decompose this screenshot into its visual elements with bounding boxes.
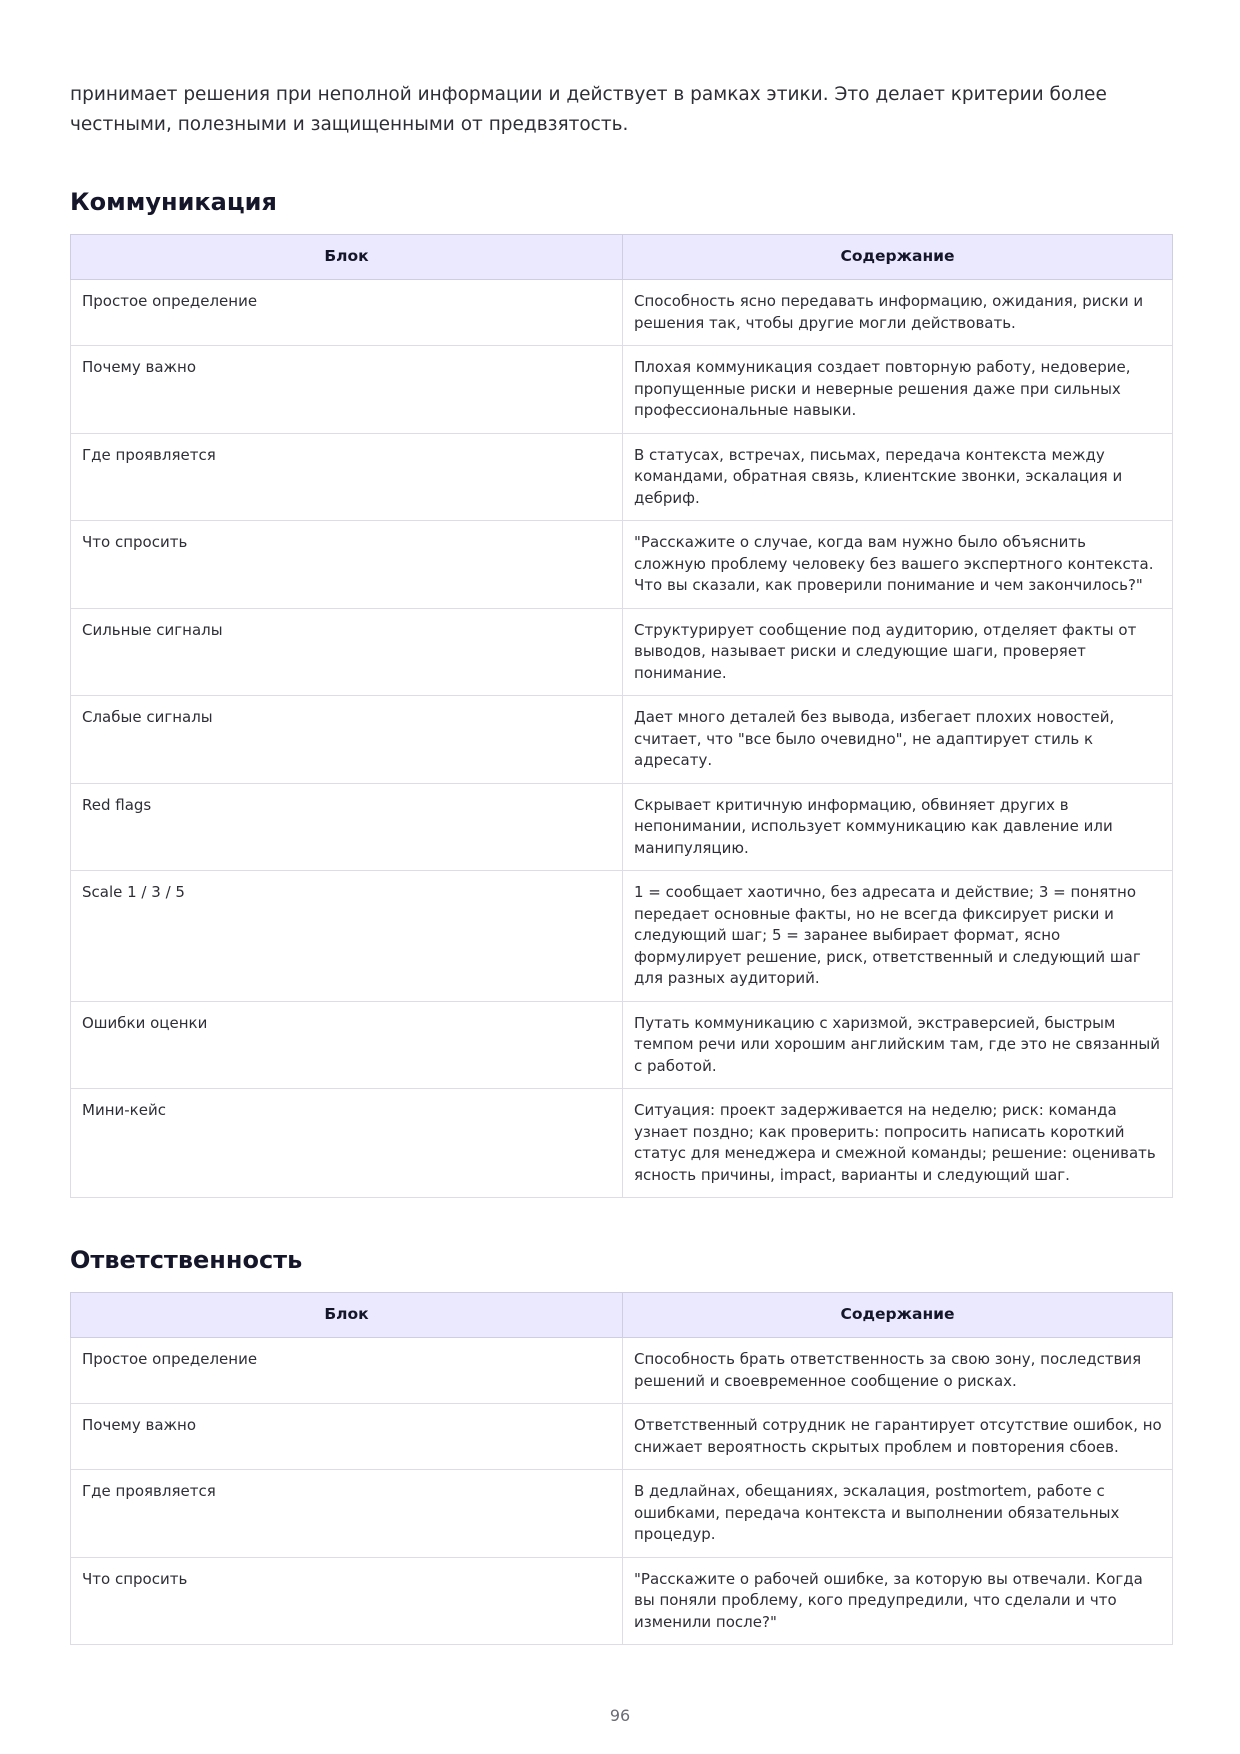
cell-block: Слабые сигналы — [71, 696, 623, 784]
communication-table — [70, 234, 1173, 1198]
column-header-content: Содержание — [623, 1293, 1173, 1338]
cell-block: Что спросить — [71, 521, 623, 609]
cell-block: Сильные сигналы — [71, 608, 623, 696]
cell-block: Где проявляется — [71, 1470, 623, 1558]
cell-block: Что спросить — [71, 1557, 623, 1645]
table-header-row — [71, 1293, 1173, 1338]
section-title-responsibility: Ответственность — [70, 1246, 303, 1274]
table-row — [71, 1089, 1173, 1198]
table-row — [71, 1557, 1173, 1645]
table-row — [71, 696, 1173, 784]
cell-content: Путать коммуникацию с харизмой, экстраверсией, быстрым темпом речи или хорошим английским там, где это не связанный с работой. — [623, 1001, 1173, 1089]
cell-content: Способность брать ответственность за свою зону, последствия решений и своевременное сообщение о рисках. — [623, 1338, 1173, 1404]
cell-content: 1 = сообщает хаотично, без адресата и действие; 3 = понятно передает основные факты, но не всегда фиксирует риски и следующий шаг; 5 = заранее выбирает формат, ясно формулирует решение, риск, ответственный и следующий шаг для разных аудиторий. — [623, 871, 1173, 1002]
cell-content: "Расскажите о случае, когда вам нужно было объяснить сложную проблему человеку без вашего экспертного контекста. Что вы сказали, как проверили понимание и чем закончилось?" — [623, 521, 1173, 609]
table-row — [71, 280, 1173, 346]
cell-block: Ошибки оценки — [71, 1001, 623, 1089]
table-row — [71, 1404, 1173, 1470]
cell-content: Плохая коммуникация создает повторную работу, недоверие, пропущенные риски и неверные решения даже при сильных профессиональные навыки. — [623, 346, 1173, 434]
table-row — [71, 1001, 1173, 1089]
table-row — [71, 1470, 1173, 1558]
cell-content: Структурирует сообщение под аудиторию, отделяет факты от выводов, называет риски и следующие шаги, проверяет понимание. — [623, 608, 1173, 696]
cell-block: Где проявляется — [71, 433, 623, 521]
cell-block: Простое определение — [71, 1338, 623, 1404]
cell-content: В статусах, встречах, письмах, передача контекста между командами, обратная связь, клиентские звонки, эскалация и дебриф. — [623, 433, 1173, 521]
cell-block: Почему важно — [71, 346, 623, 434]
page — [70, 80, 1172, 1645]
page-number: 96 — [609, 1706, 631, 1725]
cell-block: Простое определение — [71, 280, 623, 346]
section-title-communication: Коммуникация — [70, 188, 277, 216]
cell-block: Scale 1 / 3 / 5 — [71, 871, 623, 1002]
column-header-block: Блок — [71, 235, 623, 280]
table-row — [71, 871, 1173, 1002]
cell-content: Способность ясно передавать информацию, ожидания, риски и решения так, чтобы другие могли действовать. — [623, 280, 1173, 346]
table-header-row — [71, 235, 1173, 280]
table-row — [71, 346, 1173, 434]
cell-content: В дедлайнах, обещаниях, эскалация, postmortem, работе с ошибками, передача контекста и выполнении обязательных процедур. — [623, 1470, 1173, 1558]
responsibility-table — [70, 1292, 1173, 1645]
cell-content: Ситуация: проект задерживается на неделю; риск: команда узнает поздно; как проверить: попросить написать короткий статус для менеджера и смежной команды; решение: оценивать ясность причины, impact, варианты и следующий шаг. — [623, 1089, 1173, 1198]
cell-content: Ответственный сотрудник не гарантирует отсутствие ошибок, но снижает вероятность скрытых проблем и повторения сбоев. — [623, 1404, 1173, 1470]
cell-content: Скрывает критичную информацию, обвиняет других в непонимании, использует коммуникацию как давление или манипуляцию. — [623, 783, 1173, 871]
cell-block: Red flags — [71, 783, 623, 871]
column-header-block: Блок — [71, 1293, 623, 1338]
table-row — [71, 433, 1173, 521]
intro-paragraph: принимает решения при неполной информации и действует в рамках этики. Это делает критерии более честными, полезными и защищенными от предвзятость. — [70, 84, 1107, 135]
table-row — [71, 521, 1173, 609]
cell-content: Дает много деталей без вывода, избегает плохих новостей, считает, что "все было очевидно", не адаптирует стиль к адресату. — [623, 696, 1173, 784]
cell-block: Почему важно — [71, 1404, 623, 1470]
table-row — [71, 608, 1173, 696]
table-row — [71, 1338, 1173, 1404]
cell-content: "Расскажите о рабочей ошибке, за которую вы отвечали. Когда вы поняли проблему, кого предупредили, что сделали и что изменили после?" — [623, 1557, 1173, 1645]
table-row — [71, 783, 1173, 871]
cell-block: Мини-кейс — [71, 1089, 623, 1198]
column-header-content: Содержание — [623, 235, 1173, 280]
